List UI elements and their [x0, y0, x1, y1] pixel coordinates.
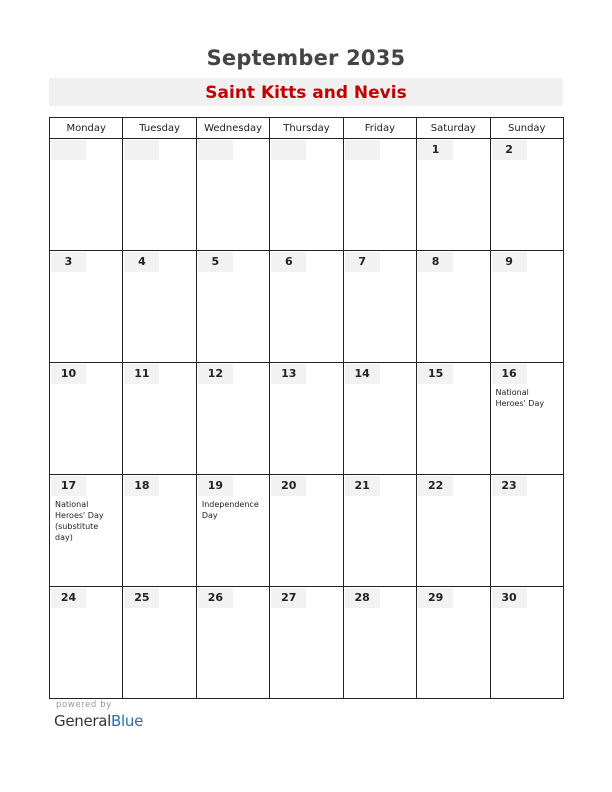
- day-number: [271, 140, 306, 160]
- day-cell: [490, 363, 563, 475]
- day-cell: [50, 363, 123, 475]
- day-number: 8: [418, 252, 453, 272]
- day-number: [124, 140, 159, 160]
- day-number: 26: [198, 588, 233, 608]
- week-row: [50, 251, 564, 363]
- day-cell: [123, 587, 196, 699]
- weekday-monday: Monday: [50, 118, 123, 139]
- brand-blue: Blue: [111, 712, 144, 730]
- day-number: 14: [345, 364, 380, 384]
- day-number: 11: [124, 364, 159, 384]
- day-cell: [343, 251, 416, 363]
- powered-by-label: powered by: [56, 700, 112, 710]
- week-row: [50, 475, 564, 587]
- holiday-label: National Heroes' Day: [495, 388, 545, 408]
- day-number: [198, 140, 233, 160]
- day-cell: [270, 139, 343, 251]
- day-number: 19: [198, 476, 233, 496]
- weekday-sunday: Sunday: [490, 118, 563, 139]
- day-cell: [490, 139, 563, 251]
- weekday-friday: Friday: [343, 118, 416, 139]
- day-cell: [490, 587, 563, 699]
- day-number: 15: [418, 364, 453, 384]
- day-cell: [417, 251, 490, 363]
- day-cell: [343, 363, 416, 475]
- brand-general: General: [54, 712, 112, 730]
- week-row: [50, 363, 564, 475]
- weekday-wednesday: Wednesday: [196, 118, 269, 139]
- day-number: 24: [51, 588, 86, 608]
- day-number: 29: [418, 588, 453, 608]
- day-number: 20: [271, 476, 306, 496]
- day-cell: [417, 139, 490, 251]
- day-cell: [417, 363, 490, 475]
- day-number: 25: [124, 588, 159, 608]
- day-cell: [417, 475, 490, 587]
- day-cell: [270, 587, 343, 699]
- day-cell: [490, 475, 563, 587]
- day-cell: [50, 587, 123, 699]
- calendar-grid: [49, 117, 564, 699]
- day-number: 22: [418, 476, 453, 496]
- holiday-label: National Heroes' Day (substitute day): [55, 500, 104, 542]
- day-cell: [270, 363, 343, 475]
- day-cell: [123, 139, 196, 251]
- calendar-title: September 2035: [206, 46, 406, 70]
- day-cell: [417, 587, 490, 699]
- day-cell: [196, 363, 269, 475]
- day-cell: [343, 475, 416, 587]
- day-number: 3: [51, 252, 86, 272]
- day-number: 5: [198, 252, 233, 272]
- day-cell: [50, 139, 123, 251]
- calendar-weeks: [50, 139, 564, 699]
- day-number: 21: [345, 476, 380, 496]
- day-number: 13: [271, 364, 306, 384]
- day-cell: [196, 475, 269, 587]
- weekday-tuesday: Tuesday: [123, 118, 196, 139]
- day-cell: [50, 251, 123, 363]
- holiday-label: Independence Day: [201, 500, 259, 520]
- country-name: Saint Kitts and Nevis: [205, 83, 407, 103]
- day-number: 9: [492, 252, 527, 272]
- day-number: 18: [124, 476, 159, 496]
- day-number: 6: [271, 252, 306, 272]
- day-number: 1: [418, 140, 453, 160]
- day-cell: [123, 363, 196, 475]
- week-row: [50, 587, 564, 699]
- weekday-saturday: Saturday: [417, 118, 490, 139]
- weekday-header-row: [50, 118, 564, 139]
- day-number: 27: [271, 588, 306, 608]
- day-cell: [343, 139, 416, 251]
- day-cell: [196, 139, 269, 251]
- day-number: 7: [345, 252, 380, 272]
- day-number: 10: [51, 364, 86, 384]
- week-row: [50, 139, 564, 251]
- day-number: [345, 140, 380, 160]
- day-cell: [490, 251, 563, 363]
- day-cell: [50, 475, 123, 587]
- day-number: 4: [124, 252, 159, 272]
- day-number: 30: [492, 588, 527, 608]
- day-cell: [270, 251, 343, 363]
- day-number: 23: [492, 476, 527, 496]
- day-cell: [123, 475, 196, 587]
- weekday-thursday: Thursday: [270, 118, 343, 139]
- day-number: 12: [198, 364, 233, 384]
- day-cell: [196, 587, 269, 699]
- country-banner: [49, 78, 563, 106]
- brand-logo[interactable]: [54, 712, 143, 730]
- day-cell: [343, 587, 416, 699]
- day-cell: [196, 251, 269, 363]
- day-number: 2: [492, 140, 527, 160]
- day-number: 17: [51, 476, 86, 496]
- day-number: [51, 140, 86, 160]
- day-number: 28: [345, 588, 380, 608]
- day-number: 16: [492, 364, 527, 384]
- day-cell: [123, 251, 196, 363]
- day-cell: [270, 475, 343, 587]
